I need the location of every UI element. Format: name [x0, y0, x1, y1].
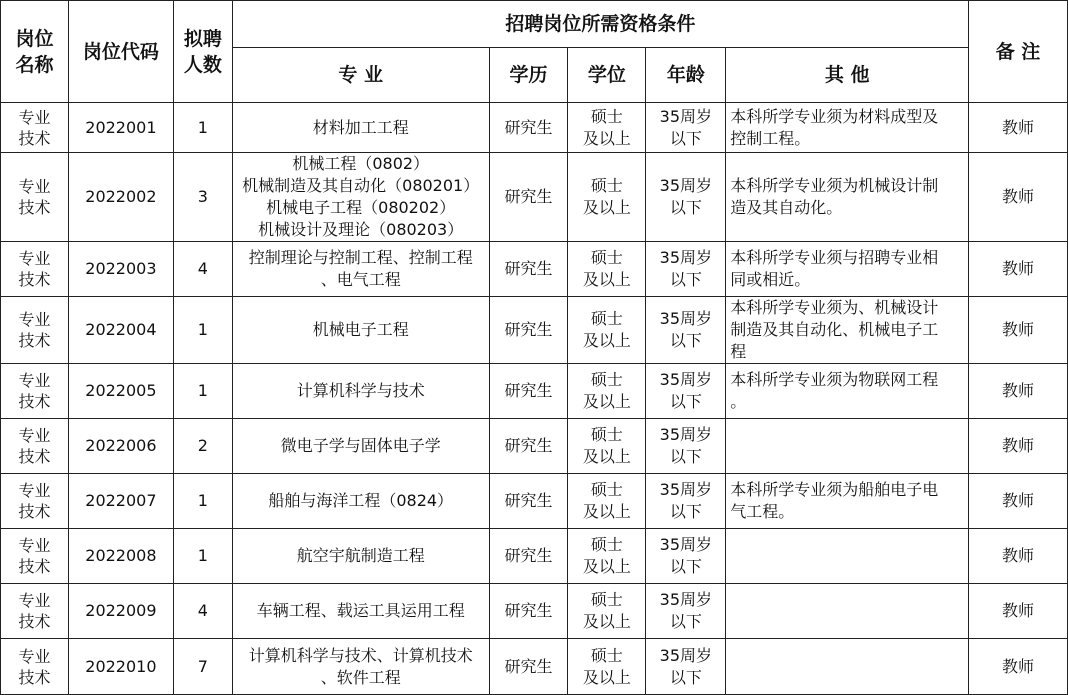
cell-line: 本科所学专业须为、机械设计 — [730, 298, 939, 317]
cell-line: 本科所学专业须为物联网工程 — [730, 370, 939, 389]
cell-major — [232, 297, 489, 364]
cell-age — [646, 242, 726, 297]
cell-line: 以下 — [669, 612, 702, 631]
cell-remark: 教师 — [969, 297, 1068, 364]
cell-line: 。 — [730, 392, 747, 411]
cell-recruit-count: 4 — [173, 242, 232, 297]
cell-position-name — [1, 419, 69, 474]
cell-line: 船舶与海洋工程（0824） — [268, 491, 454, 510]
cell-recruit-count: 3 — [173, 153, 232, 242]
cell-line: 专业 — [18, 591, 51, 610]
cell-line: 及以上 — [582, 612, 631, 631]
cell-age — [646, 103, 726, 153]
cell-major — [232, 153, 489, 242]
cell-line: 材料加工工程 — [312, 117, 409, 137]
cell-line: 计算机科学与技术、计算机技术 — [248, 645, 473, 665]
cell-remark: 教师 — [969, 242, 1068, 297]
cell-position-name — [1, 364, 69, 419]
cell-line: 专业 — [18, 536, 51, 555]
header-degree: 学位 — [568, 48, 646, 103]
cell-line: 35周岁 — [659, 645, 713, 665]
cell-line: 微电子学与固体电子学 — [280, 436, 441, 455]
cell-line: 机械工程（0802） — [292, 154, 430, 173]
cell-other — [726, 419, 969, 474]
cell-remark: 教师 — [969, 639, 1068, 695]
cell-line: 35周岁 — [659, 535, 713, 554]
cell-line: 以下 — [669, 502, 702, 521]
cell-line: 专业 — [18, 249, 51, 268]
cell-line: 机械电子工程（080202） — [266, 198, 456, 217]
cell-line: 35周岁 — [659, 248, 713, 267]
cell-line: 硕士 — [590, 590, 623, 609]
cell-major — [232, 242, 489, 297]
cell-position-name — [1, 153, 69, 242]
cell-recruit-count: 1 — [173, 103, 232, 153]
cell-line: 技术 — [18, 447, 51, 466]
cell-line: 以下 — [669, 128, 702, 148]
table-row — [1, 419, 1068, 474]
cell-education: 研究生 — [489, 474, 568, 529]
cell-other — [726, 529, 969, 584]
cell-remark: 教师 — [969, 474, 1068, 529]
cell-line: 同或相近。 — [730, 270, 811, 289]
cell-position-name — [1, 529, 69, 584]
cell-line: 本科所学专业须与招聘专业相 — [730, 248, 939, 267]
table-row — [1, 529, 1068, 584]
table-row — [1, 584, 1068, 639]
header-position-code: 岗位代码 — [68, 1, 173, 103]
cell-line: 计算机科学与技术 — [296, 381, 425, 400]
cell-line: 以下 — [669, 331, 702, 350]
cell-line: 及以上 — [582, 128, 631, 148]
cell-position-name — [1, 639, 69, 695]
cell-other — [726, 103, 969, 153]
cell-major — [232, 584, 489, 639]
cell-degree — [568, 474, 646, 529]
header-recruit-count: 拟聘 人数 — [173, 1, 232, 103]
cell-other — [726, 297, 969, 364]
cell-degree — [568, 153, 646, 242]
cell-line: 及以上 — [582, 447, 631, 466]
cell-remark: 教师 — [969, 419, 1068, 474]
cell-recruit-count: 1 — [173, 474, 232, 529]
header-other: 其 他 — [726, 48, 969, 103]
cell-other — [726, 474, 969, 529]
cell-line: 技术 — [18, 392, 51, 411]
cell-line: 硕士 — [590, 480, 623, 499]
cell-other — [726, 242, 969, 297]
cell-position-name — [1, 474, 69, 529]
cell-line: 专业 — [18, 481, 51, 500]
cell-line: 技术 — [18, 502, 51, 521]
cell-recruit-count: 2 — [173, 419, 232, 474]
table-row — [1, 639, 1068, 695]
cell-position-code: 2022006 — [68, 419, 173, 474]
cell-line: 及以上 — [582, 198, 631, 217]
cell-position-code: 2022001 — [68, 103, 173, 153]
cell-degree — [568, 529, 646, 584]
cell-line: 及以上 — [582, 392, 631, 411]
cell-remark: 教师 — [969, 529, 1068, 584]
cell-age — [646, 529, 726, 584]
cell-position-code: 2022010 — [68, 639, 173, 695]
cell-major — [232, 364, 489, 419]
cell-education: 研究生 — [489, 242, 568, 297]
header-requirements-group: 招聘岗位所需资格条件 — [232, 1, 968, 48]
cell-position-code: 2022002 — [68, 153, 173, 242]
cell-line: 及以上 — [582, 331, 631, 350]
cell-line: 硕士 — [590, 309, 623, 328]
cell-line: 控制工程。 — [730, 128, 811, 148]
cell-line: 航空宇航制造工程 — [296, 546, 425, 565]
cell-position-name — [1, 103, 69, 153]
cell-age — [646, 297, 726, 364]
cell-line: 技术 — [18, 198, 51, 217]
cell-line: 以下 — [669, 198, 702, 217]
cell-education: 研究生 — [489, 639, 568, 695]
table-row — [1, 103, 1068, 153]
cell-line: 35周岁 — [659, 309, 713, 328]
cell-line: 35周岁 — [659, 370, 713, 389]
cell-major — [232, 103, 489, 153]
cell-education: 研究生 — [489, 419, 568, 474]
cell-major — [232, 419, 489, 474]
table-row — [1, 242, 1068, 297]
table-row — [1, 297, 1068, 364]
cell-line: 35周岁 — [659, 590, 713, 609]
cell-age — [646, 153, 726, 242]
cell-line: 技术 — [18, 612, 51, 631]
cell-position-code: 2022003 — [68, 242, 173, 297]
header-age: 年龄 — [646, 48, 726, 103]
cell-remark: 教师 — [969, 364, 1068, 419]
cell-degree — [568, 297, 646, 364]
cell-line: 硕士 — [590, 176, 623, 195]
cell-age — [646, 474, 726, 529]
cell-recruit-count: 1 — [173, 529, 232, 584]
cell-line: 硕士 — [590, 645, 623, 665]
cell-line: 控制理论与控制工程、控制工程 — [248, 248, 473, 267]
cell-position-code: 2022007 — [68, 474, 173, 529]
cell-age — [646, 419, 726, 474]
header-major: 专 业 — [232, 48, 489, 103]
cell-position-code: 2022008 — [68, 529, 173, 584]
cell-line: 本科所学专业须为材料成型及 — [730, 106, 939, 126]
cell-line: 35周岁 — [659, 176, 713, 195]
cell-line: 专业 — [18, 371, 51, 390]
cell-line: 技术 — [18, 557, 51, 576]
table-row — [1, 153, 1068, 242]
cell-line: 技术 — [18, 270, 51, 289]
cell-remark: 教师 — [969, 153, 1068, 242]
cell-line: 本科所学专业须为机械设计制 — [730, 176, 939, 195]
header-remarks: 备 注 — [969, 1, 1068, 103]
cell-other — [726, 584, 969, 639]
cell-line: 专业 — [18, 177, 51, 196]
cell-line: 以下 — [669, 557, 702, 576]
cell-line: 以下 — [669, 447, 702, 466]
cell-education: 研究生 — [489, 103, 568, 153]
cell-other — [726, 364, 969, 419]
cell-education: 研究生 — [489, 297, 568, 364]
cell-remark: 教师 — [969, 103, 1068, 153]
cell-position-name — [1, 584, 69, 639]
cell-position-code: 2022004 — [68, 297, 173, 364]
cell-position-code: 2022009 — [68, 584, 173, 639]
cell-recruit-count: 1 — [173, 297, 232, 364]
cell-line: 35周岁 — [659, 106, 713, 126]
cell-line: 程 — [730, 342, 747, 361]
cell-line: 以下 — [669, 392, 702, 411]
cell-line: 、软件工程 — [320, 667, 401, 687]
cell-education: 研究生 — [489, 584, 568, 639]
cell-line: 、电气工程 — [320, 270, 401, 289]
cell-degree — [568, 103, 646, 153]
cell-age — [646, 639, 726, 695]
cell-line: 专业 — [18, 310, 51, 329]
cell-degree — [568, 419, 646, 474]
cell-line: 专业 — [18, 426, 51, 445]
cell-line: 气工程。 — [730, 502, 795, 521]
cell-major — [232, 474, 489, 529]
cell-degree — [568, 242, 646, 297]
cell-line: 35周岁 — [659, 425, 713, 444]
cell-education: 研究生 — [489, 153, 568, 242]
cell-line: 硕士 — [590, 425, 623, 444]
cell-other — [726, 153, 969, 242]
cell-major — [232, 529, 489, 584]
table-row — [1, 474, 1068, 529]
cell-line: 机械制造及其自动化（080201） — [242, 176, 480, 195]
cell-other — [726, 639, 969, 695]
cell-line: 硕士 — [590, 248, 623, 267]
cell-line: 机械电子工程 — [312, 320, 409, 339]
cell-remark: 教师 — [969, 584, 1068, 639]
cell-degree — [568, 364, 646, 419]
cell-line: 硕士 — [590, 370, 623, 389]
cell-line: 技术 — [18, 667, 51, 687]
cell-line: 造及其自动化。 — [730, 198, 843, 217]
cell-line: 技术 — [18, 331, 51, 350]
cell-line: 35周岁 — [659, 480, 713, 499]
cell-age — [646, 584, 726, 639]
cell-line: 以下 — [669, 270, 702, 289]
cell-line: 本科所学专业须为船舶电子电 — [730, 480, 939, 499]
cell-line: 车辆工程、载运工具运用工程 — [256, 601, 465, 620]
cell-recruit-count: 4 — [173, 584, 232, 639]
cell-line: 及以上 — [582, 667, 631, 687]
cell-line: 硕士 — [590, 106, 623, 126]
cell-line: 及以上 — [582, 270, 631, 289]
cell-line: 及以上 — [582, 502, 631, 521]
cell-degree — [568, 639, 646, 695]
cell-line: 制造及其自动化、机械电子工 — [730, 320, 939, 339]
cell-line: 专业 — [18, 107, 51, 127]
header-education: 学历 — [489, 48, 568, 103]
cell-line: 机械设计及理论（080203） — [258, 220, 464, 239]
cell-line: 及以上 — [582, 557, 631, 576]
cell-line: 专业 — [18, 646, 51, 666]
cell-major — [232, 639, 489, 695]
cell-education: 研究生 — [489, 364, 568, 419]
cell-position-name — [1, 297, 69, 364]
cell-recruit-count: 7 — [173, 639, 232, 695]
table-row — [1, 364, 1068, 419]
cell-education: 研究生 — [489, 529, 568, 584]
table-body — [1, 103, 1068, 695]
header-position-name: 岗位 名称 — [1, 1, 69, 103]
cell-line: 技术 — [18, 128, 51, 148]
cell-position-code: 2022005 — [68, 364, 173, 419]
cell-position-name — [1, 242, 69, 297]
cell-line: 以下 — [669, 667, 702, 687]
cell-line: 硕士 — [590, 535, 623, 554]
cell-recruit-count: 1 — [173, 364, 232, 419]
cell-degree — [568, 584, 646, 639]
cell-age — [646, 364, 726, 419]
